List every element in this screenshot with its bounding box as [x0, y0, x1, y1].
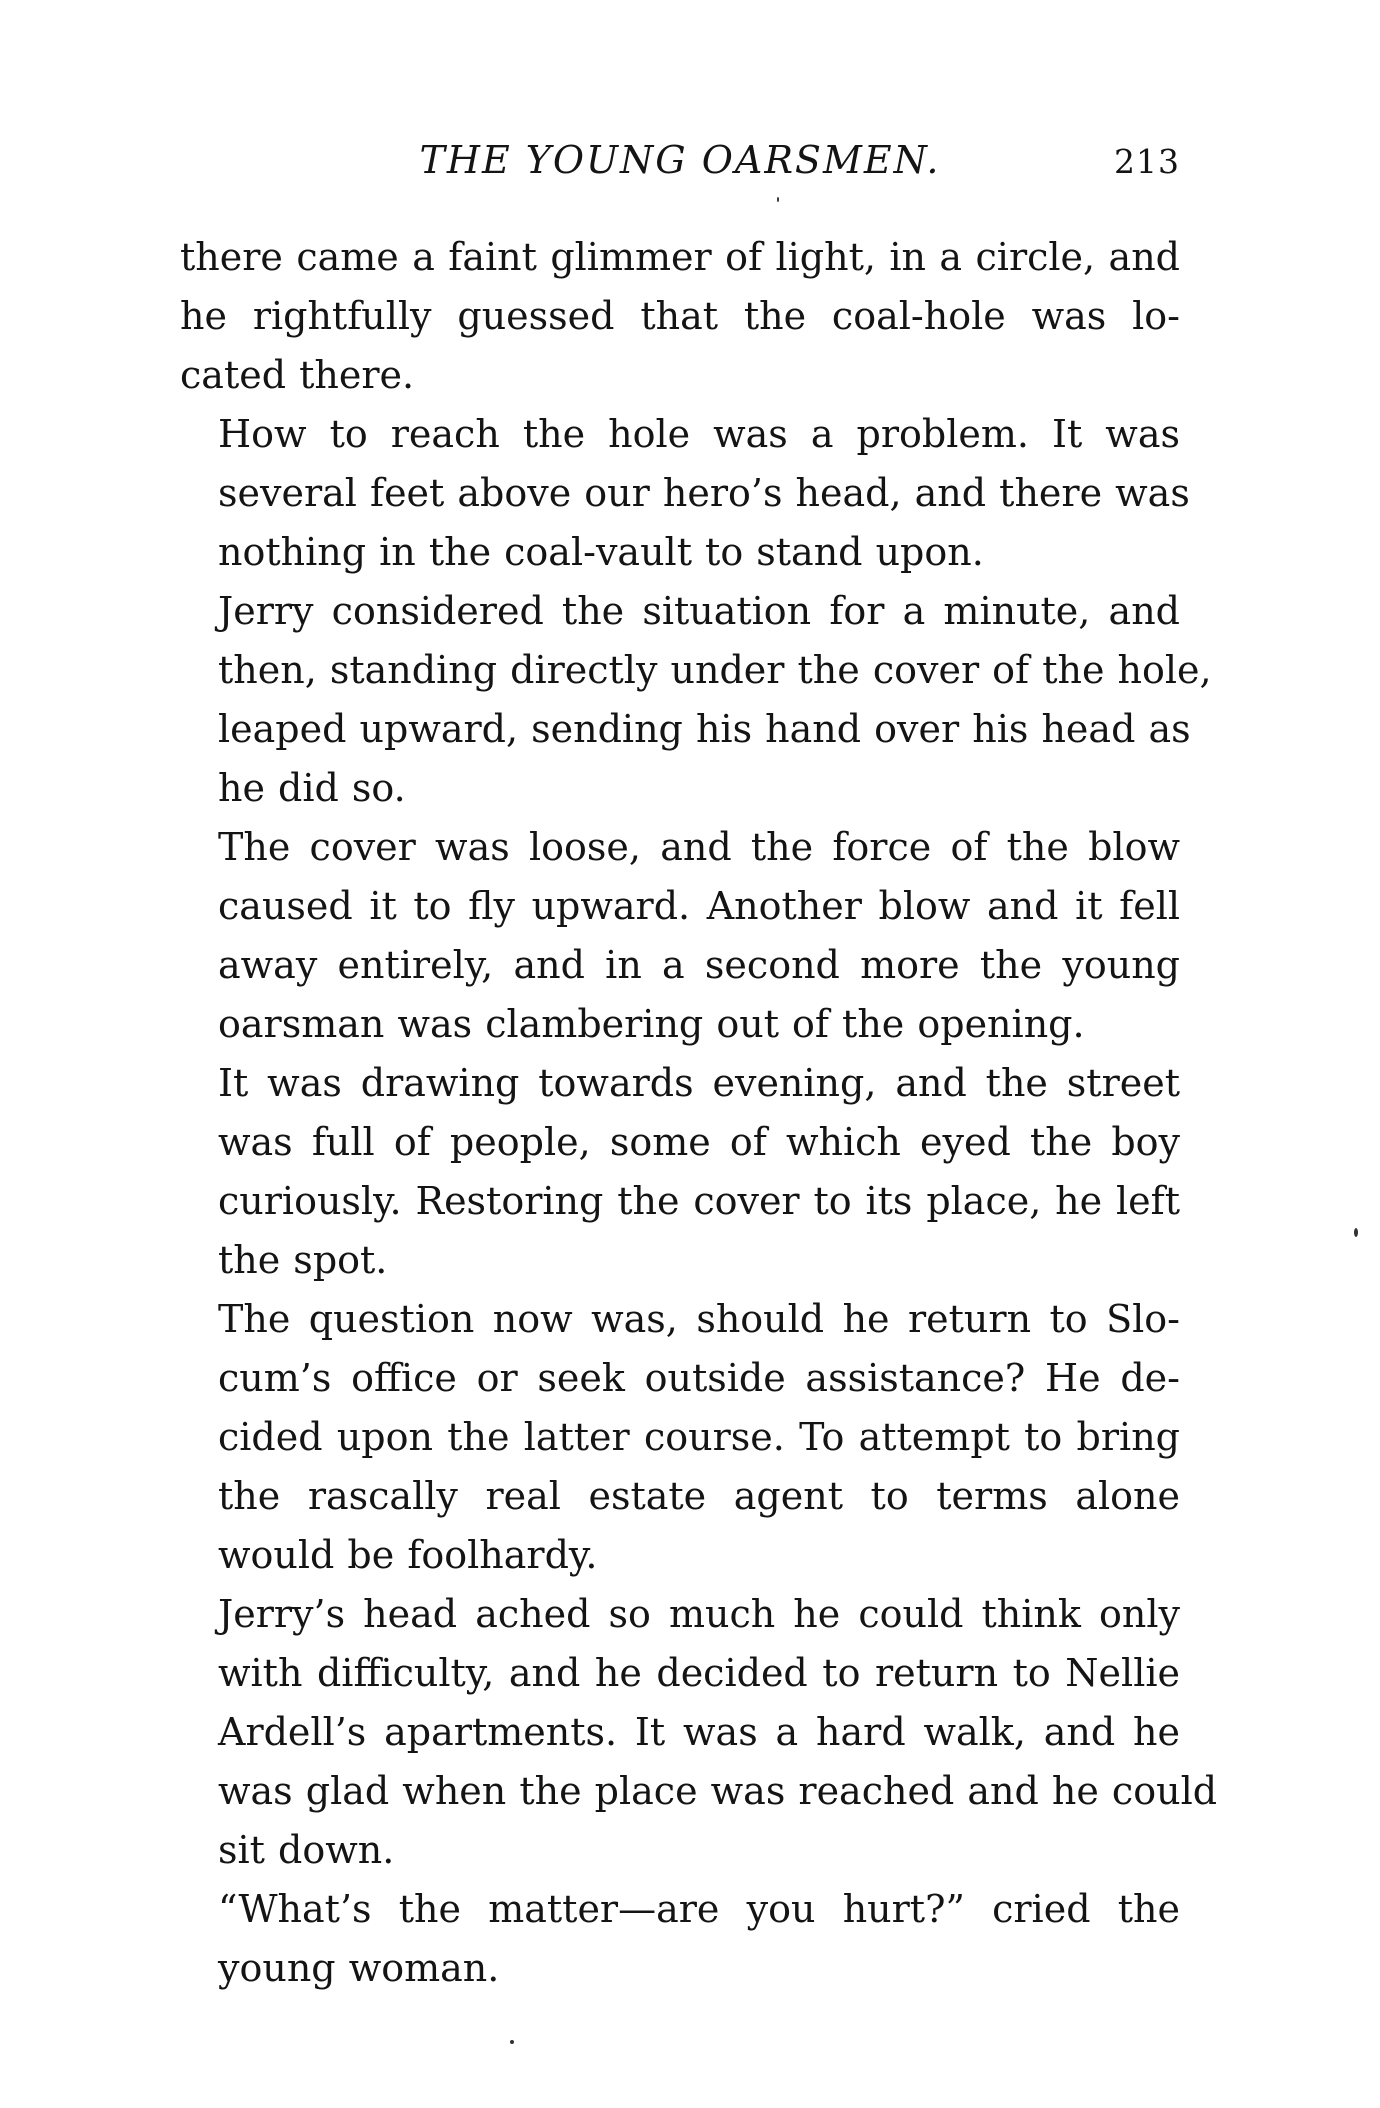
text-line: sit down. — [218, 1828, 395, 1872]
text-line: “What’s the matter—are you hurt?” cried the — [218, 1887, 1180, 1931]
text-line: nothing in the coal-vault to stand upon. — [218, 530, 984, 574]
text-line: he did so. — [218, 766, 406, 810]
paragraph — [180, 1054, 1180, 1290]
text-line: It was drawing towards evening, and the street — [218, 1061, 1180, 1105]
body-text — [180, 228, 1218, 1998]
text-line: The cover was loose, and the force of the blow — [218, 825, 1180, 869]
text-line: he rightfully guessed that the coal-hole was lo- — [180, 294, 1180, 338]
paragraph — [180, 1880, 1180, 1998]
text-line: young woman. — [218, 1946, 500, 1990]
text-line: would be foolhardy. — [218, 1533, 598, 1577]
text-line: caused it to fly upward. Another blow and it fell — [218, 884, 1180, 928]
text-line: then, standing directly under the cover of the hole, — [218, 648, 1212, 692]
text-line: oarsman was clambering out of the opening. — [218, 1002, 1085, 1046]
paragraph — [180, 405, 1190, 582]
text-line: away entirely, and in a second more the young — [218, 943, 1180, 987]
text-line: Jerry considered the situation for a minute, and — [218, 589, 1180, 633]
ink-speck — [510, 2040, 514, 2044]
text-line: curiously. Restoring the cover to its place, he left — [218, 1179, 1180, 1223]
text-line: the spot. — [218, 1238, 388, 1282]
text-line: leaped upward, sending his hand over his head as — [218, 707, 1191, 751]
text-line: was full of people, some of which eyed the boy — [218, 1120, 1180, 1164]
text-line: several feet above our hero’s head, and there was — [218, 471, 1190, 515]
paragraph — [180, 818, 1180, 1054]
paragraph — [180, 1290, 1180, 1585]
ink-speck — [777, 197, 779, 202]
text-line: The question now was, should he return to Slo- — [218, 1297, 1180, 1341]
paragraph — [180, 582, 1212, 818]
text-line: there came a faint glimmer of light, in a circle, and — [180, 235, 1180, 279]
paragraph — [180, 1585, 1218, 1880]
text-line: was glad when the place was reached and he could — [218, 1769, 1218, 1813]
text-line: How to reach the hole was a problem. It was — [218, 412, 1180, 456]
text-line: with difficulty, and he decided to return to Nellie — [218, 1651, 1180, 1695]
paragraph — [180, 228, 1180, 405]
text-line: the rascally real estate agent to terms alone — [218, 1474, 1180, 1518]
text-line: Ardell’s apartments. It was a hard walk, and he — [218, 1710, 1180, 1754]
text-line: Jerry’s head ached so much he could think only — [218, 1592, 1180, 1636]
ink-speck — [1354, 1228, 1358, 1237]
running-head — [180, 138, 1180, 188]
page-number: 213 — [1114, 142, 1180, 181]
text-line: cided upon the latter course. To attempt to bring — [218, 1415, 1180, 1459]
text-line: cum’s office or seek outside assistance? He de- — [218, 1356, 1180, 1400]
running-title: THE YOUNG OARSMEN. — [419, 138, 941, 182]
text-line: cated there. — [180, 353, 415, 397]
